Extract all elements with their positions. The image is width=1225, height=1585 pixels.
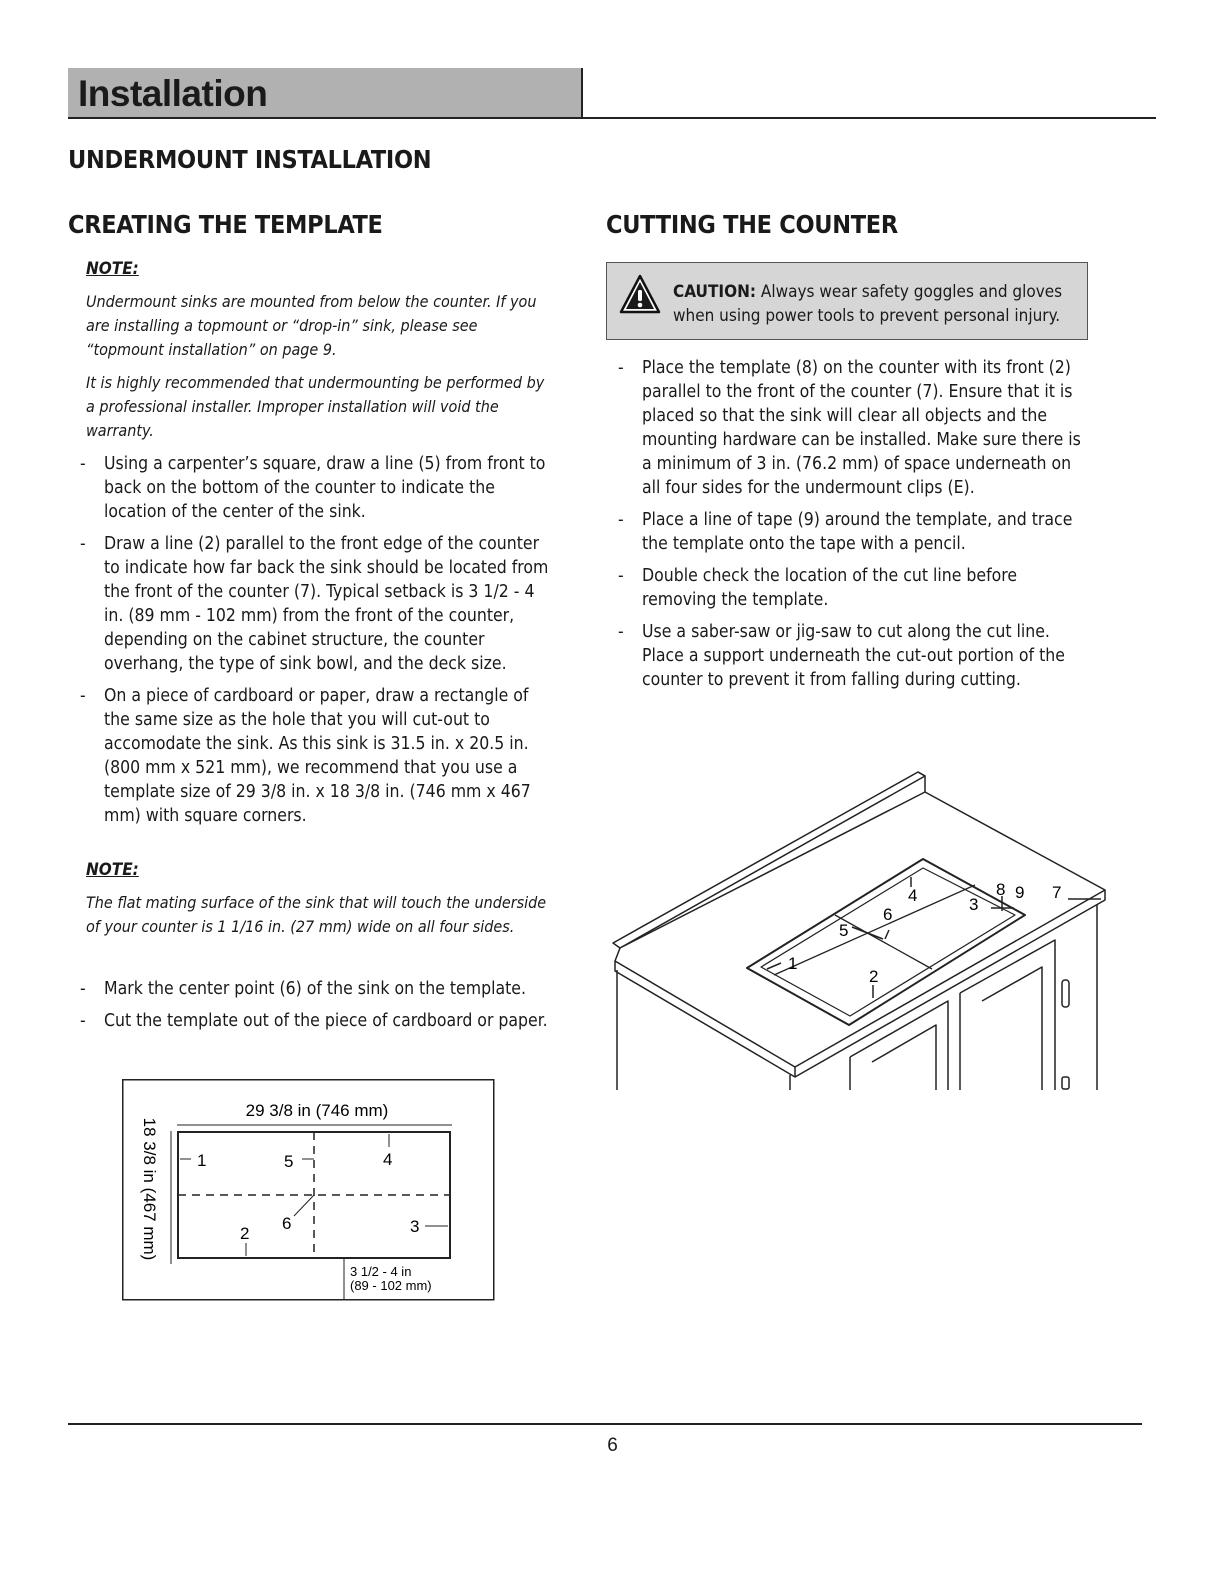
callout-4: 4: [383, 1150, 393, 1169]
setback-label: (89 - 102 mm): [350, 1278, 432, 1293]
note-label: NOTE:: [86, 860, 139, 880]
callout-7: 7: [1052, 883, 1062, 902]
main-heading: UNDERMOUNT INSTALLATION: [68, 145, 432, 174]
list-item: - Place a line of tape (9) around the template, and trace the template onto the tape with a pencil.: [618, 510, 1073, 554]
callout-2: 2: [869, 967, 879, 986]
warning-icon: [619, 273, 661, 315]
list-item: - Mark the center point (6) of the sink on the template.: [80, 979, 526, 999]
callout-3: 3: [969, 895, 979, 914]
callout-6: 6: [282, 1214, 292, 1233]
counter-diagram: [605, 765, 1115, 1095]
right-heading: CUTTING THE COUNTER: [606, 210, 898, 239]
note-paragraph: It is highly recommended that undermounting be performed by a professional installer. Improper installation will void the warranty.: [86, 373, 545, 440]
caution-text: CAUTION: Always wear safety goggles and gloves when using power tools to prevent personal injury.: [673, 282, 1063, 326]
callout-3: 3: [410, 1217, 420, 1236]
left-heading: CREATING THE TEMPLATE: [68, 210, 383, 239]
note-label: NOTE:: [86, 259, 139, 279]
height-dimension-label: 18 3/8 in (467 mm): [140, 1117, 159, 1261]
list-item: - Place the template (8) on the counter with its front (2) parallel to the front of the counter (7). Ensure that it is placed so that the sink will clear all objects and the mounting hardware can be installed. Make sure there is a minimum of 3 in. (76.2 mm) of space underneath on all four sides for the undermount clips (E).: [618, 358, 1081, 498]
note-paragraph: The flat mating surface of the sink that will touch the underside of your counter is 1 1/16 in. (27 mm) wide on all four sides.: [86, 893, 547, 936]
callout-1: 1: [197, 1151, 207, 1170]
list-item: - Using a carpenter’s square, draw a line (5) from front to back on the bottom of the counter to indicate the location of the center of the sink.: [80, 454, 546, 522]
callout-5: 5: [284, 1152, 294, 1171]
cutting-steps: [618, 356, 1088, 700]
page-title: Installation: [78, 73, 268, 114]
template-diagram: [122, 1079, 496, 1302]
caution-box: [606, 262, 1088, 340]
list-item: - Double check the location of the cut line before removing the template.: [618, 566, 1018, 610]
template-steps: [80, 452, 550, 836]
callout-1: 1: [788, 954, 798, 973]
callout-2: 2: [240, 1224, 250, 1243]
footer-rule: [68, 1423, 1142, 1425]
callout-5: 5: [839, 921, 849, 940]
width-dimension-label: 29 3/8 in (746 mm): [245, 1101, 389, 1120]
callout-4: 4: [908, 886, 918, 905]
callout-8: 8: [996, 880, 1006, 899]
list-item: - Draw a line (2) parallel to the front edge of the counter to indicate how far back the sink should be located from the front of the counter (7). Typical setback is 3 1/2 - 4 in. (89 mm - 102 mm) from the front of the counter, depending on the cabinet structure, the counter overhang, the type of sink bowl, and the deck size.: [80, 534, 549, 674]
list-item: - Use a saber-saw or jig-saw to cut along the cut line. Place a support underneath the cut-out portion of the counter to prevent it from falling during cutting.: [618, 622, 1065, 690]
list-item: - Cut the template out of the piece of cardboard or paper.: [80, 1011, 548, 1031]
page-number: 6: [607, 1435, 618, 1456]
note-paragraph: Undermount sinks are mounted from below the counter. If you are installing a topmount or “drop-in” sink, please see “topmount installation” on page 9.: [86, 292, 537, 359]
setback-label: 3 1/2 - 4 in: [350, 1264, 412, 1279]
template-steps-2: [80, 977, 550, 1041]
list-item: - On a piece of cardboard or paper, draw a rectangle of the same size as the hole that you will cut-out to accomodate the sink. As this sink is 31.5 in. x 20.5 in. (800 mm x 521 mm), we recommend that you use a template size of 29 3/8 in. x 18 3/8 in. (746 mm x 467 mm) with square corners.: [80, 686, 531, 826]
callout-6: 6: [883, 905, 893, 924]
header-divider: [581, 68, 583, 118]
callout-9: 9: [1015, 883, 1025, 902]
header-rule: [68, 117, 1156, 119]
